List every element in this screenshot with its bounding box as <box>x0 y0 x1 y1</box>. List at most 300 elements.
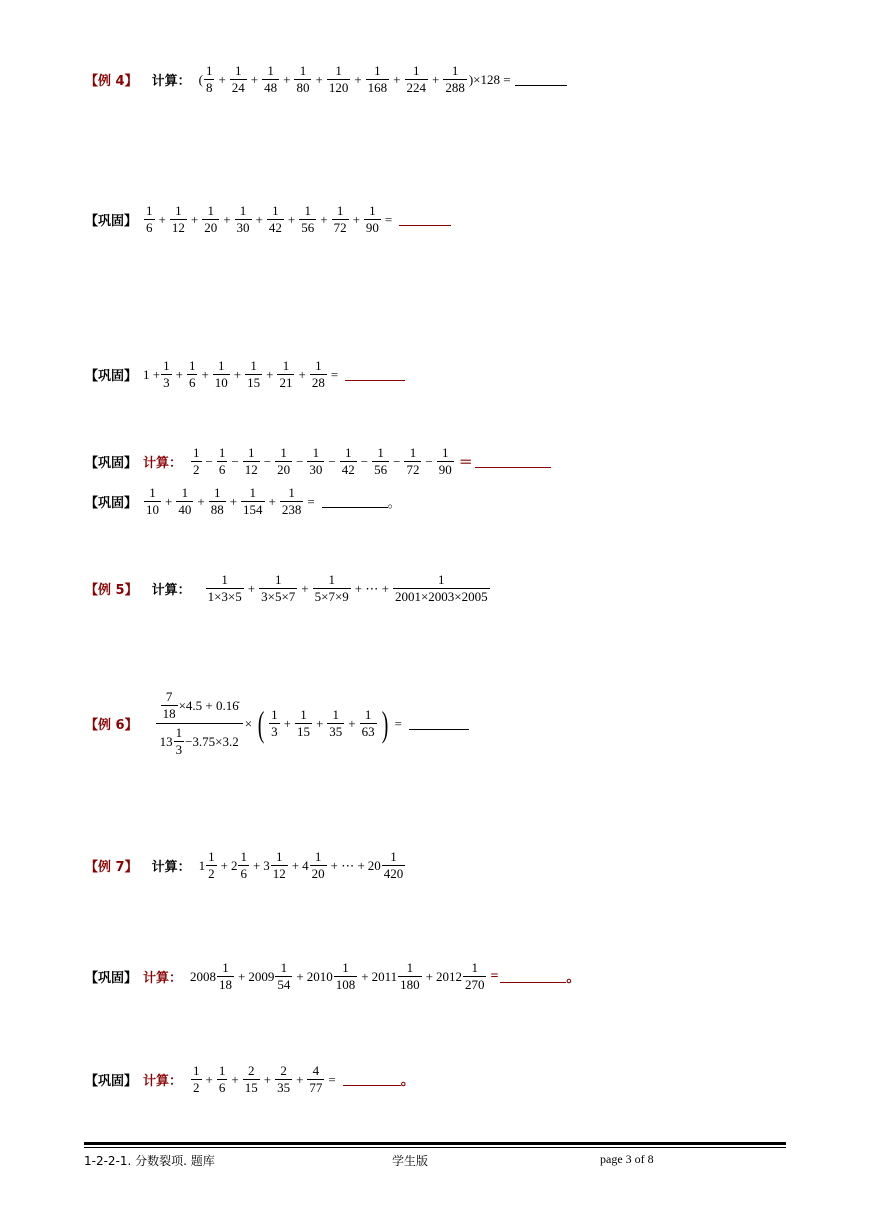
denominator: 180 <box>400 977 420 992</box>
denominator: 108 <box>335 977 356 992</box>
consolidation-tag: 【巩固】 <box>85 369 138 384</box>
numerator: 1 <box>304 203 311 218</box>
denominator: 6 <box>218 1080 226 1095</box>
numerator: 1 <box>413 63 420 78</box>
complex-fraction <box>156 690 243 757</box>
numerator: 1 <box>193 1063 200 1078</box>
numerator: 1 <box>193 445 200 460</box>
footer-center: 学生版 <box>392 1154 429 1168</box>
numerator: 1 <box>267 63 274 78</box>
fraction-sum <box>205 573 352 604</box>
ellipsis-terms: + ⋯ + <box>330 857 365 873</box>
fraction <box>463 961 487 992</box>
operator: + <box>218 71 226 87</box>
operator: + <box>255 211 263 227</box>
footer-rule-thick <box>84 1142 786 1145</box>
fraction <box>144 204 155 235</box>
example-4 <box>85 64 567 95</box>
example-5-tag: 【例 5】 <box>85 583 138 598</box>
fraction <box>245 359 262 390</box>
operator: − <box>263 453 272 469</box>
fraction <box>398 961 422 992</box>
fraction <box>372 446 389 477</box>
operator: + <box>291 857 300 873</box>
equals-sign: = <box>384 211 393 227</box>
denominator: 42 <box>268 220 282 235</box>
whole-part: 3 <box>263 857 270 873</box>
footer-rule-thin <box>84 1147 786 1148</box>
numerator: 1 <box>250 358 257 373</box>
fraction <box>299 204 316 235</box>
numerator: 1 <box>288 485 295 500</box>
consolidation-2 <box>85 359 405 390</box>
complex-numerator: $\frac{7}{18}$ ×4.5 + 0.16̇ <box>162 689 239 721</box>
operator: + <box>165 493 173 509</box>
mixed-number <box>190 961 235 992</box>
numerator: 2 <box>280 1063 287 1078</box>
mixed-number-sum <box>199 850 328 881</box>
fraction-sum <box>143 486 304 517</box>
denominator: 224 <box>406 80 426 95</box>
answer-blank[interactable] <box>409 717 469 730</box>
numerator: 1 <box>442 445 449 460</box>
equals-sign: = <box>330 366 339 382</box>
consolidation-4 <box>85 486 401 517</box>
fraction <box>217 446 228 477</box>
denominator: 28 <box>311 375 325 390</box>
numerator: 1 <box>221 572 228 587</box>
ellipsis-terms: + ⋯ + <box>354 580 389 596</box>
consolidation-tag: 【巩固】 <box>85 971 138 986</box>
numerator: 1 <box>364 707 372 722</box>
numerator: 1 <box>345 445 352 460</box>
denominator: 10 <box>214 375 228 390</box>
example-4-tag: 【例 4】 <box>85 74 138 89</box>
fraction <box>364 204 381 235</box>
denominator: 56 <box>374 462 388 477</box>
denominator: 2 <box>208 866 215 881</box>
numerator: 1 <box>271 707 278 722</box>
operator: + <box>231 1071 239 1087</box>
operator: + <box>301 580 309 596</box>
operator: + <box>220 857 228 873</box>
fraction <box>238 850 249 881</box>
denominator: 8 <box>205 80 213 95</box>
operator: + <box>320 211 328 227</box>
denominator: 77 <box>309 1080 323 1095</box>
denominator: 54 <box>277 977 291 992</box>
mixed-number <box>372 961 423 992</box>
fraction <box>259 573 297 604</box>
whole-part: 2008 <box>190 968 217 984</box>
fraction <box>209 486 226 517</box>
denominator: 270 <box>464 977 485 992</box>
denominator: 90 <box>365 220 379 235</box>
operator: − <box>205 453 213 469</box>
operator: + <box>348 715 356 731</box>
denominator: 42 <box>341 462 355 477</box>
fraction <box>437 446 454 477</box>
numerator: 1 <box>471 960 478 975</box>
operator: + <box>352 211 360 227</box>
denominator: 21 <box>279 375 293 390</box>
numerator: 1 <box>312 445 320 460</box>
equals-sign: = <box>307 493 315 509</box>
numerator: 1 <box>299 63 307 78</box>
calc-label: 计算： <box>151 583 191 598</box>
last-fraction: $\frac{1}{2001\times 2003\times 2005}$ <box>394 572 488 604</box>
numerator: 1 <box>207 203 214 218</box>
operator: + <box>223 211 231 227</box>
numerator: 1 <box>163 358 170 373</box>
operator: + <box>190 211 199 227</box>
operator: + <box>283 715 291 731</box>
denominator: 6 <box>188 375 196 390</box>
operator: + <box>315 715 324 731</box>
consolidation-tag: 【巩固】 <box>85 456 138 471</box>
denominator: 30 <box>309 462 323 477</box>
numerator: 1 <box>280 960 288 975</box>
denominator: 20 <box>311 866 325 881</box>
whole-part: 2009 <box>248 968 275 984</box>
numerator: 1 <box>240 849 247 864</box>
fraction <box>360 708 377 739</box>
fraction: $\frac{7}{18}$ <box>162 689 176 721</box>
calc-label: 计算： <box>143 456 183 471</box>
denominator: 20 <box>277 462 291 477</box>
denominator: 12 <box>171 220 185 235</box>
operator: + <box>252 857 261 873</box>
denominator: 35 <box>277 1080 291 1095</box>
mixed-number <box>231 850 250 881</box>
fraction <box>313 573 351 604</box>
denominator: 3×5×7 <box>261 589 296 604</box>
denominator: 12 <box>244 462 258 477</box>
numerator: 1 <box>406 960 414 975</box>
fraction <box>204 64 215 95</box>
operator: − <box>425 453 433 469</box>
fraction <box>327 708 344 739</box>
fraction <box>235 204 252 235</box>
fraction <box>243 1064 260 1095</box>
period: 。 <box>400 1073 415 1089</box>
fraction <box>267 204 284 235</box>
denominator: 15 <box>244 1080 258 1095</box>
numerator: 1 <box>149 485 156 500</box>
consolidation-1 <box>85 204 451 235</box>
operator: + <box>233 366 242 382</box>
fraction <box>271 850 288 881</box>
denominator: 80 <box>296 80 310 95</box>
numerator: 1 <box>369 203 376 218</box>
fraction <box>275 446 292 477</box>
whole-part: 2011 <box>371 968 398 984</box>
period: 。 <box>387 495 401 510</box>
operator: + <box>298 366 306 382</box>
calc-label: 计算： <box>143 1074 183 1089</box>
numerator: 1 <box>146 203 153 218</box>
numerator: 1 <box>342 960 349 975</box>
fraction <box>405 64 429 95</box>
mixed-number <box>199 850 218 881</box>
numerator: 1 <box>239 203 247 218</box>
operator: − <box>360 453 369 469</box>
operator: + <box>238 968 246 984</box>
fraction <box>443 64 467 95</box>
denominator: 1×3×5 <box>207 589 242 604</box>
fraction <box>191 1064 202 1095</box>
numerator: 1 <box>218 445 226 460</box>
whole-part: 2010 <box>306 968 333 984</box>
fraction-sum <box>203 64 468 95</box>
open-paren: ( <box>198 71 203 87</box>
fraction <box>217 961 234 992</box>
numerator: 1 <box>181 485 189 500</box>
numerator: 4 <box>312 1063 320 1078</box>
fraction-sum <box>143 204 382 235</box>
numerator: 1 <box>205 63 213 78</box>
denominator: 168 <box>367 80 388 95</box>
fraction <box>144 486 161 517</box>
consolidation-tag: 【巩固】 <box>85 214 138 229</box>
last-mixed-number: 20 $\frac{1}{420}$ <box>367 849 404 881</box>
numerator: 1 <box>336 203 344 218</box>
numerator: 1 <box>213 485 221 500</box>
expression-tail: )×128 = <box>468 71 511 87</box>
calc-label: 计算： <box>151 74 191 89</box>
denominator: 18 <box>219 977 233 992</box>
fraction <box>206 573 244 604</box>
operator: + <box>296 1071 304 1087</box>
fraction <box>217 1064 228 1095</box>
denominator: 15 <box>296 724 310 739</box>
fraction <box>404 446 421 477</box>
denominator: 288 <box>445 80 465 95</box>
denominator: 15 <box>247 375 261 390</box>
fraction <box>243 446 260 477</box>
fraction <box>295 708 312 739</box>
consolidation-tag: 【巩固】 <box>85 496 138 511</box>
consolidation-3 <box>85 446 551 477</box>
complex-denominator: 13 $\frac{1}{3}$ −3.75×3.2 <box>156 723 243 757</box>
operator: + <box>229 493 238 509</box>
denominator: 3 <box>271 724 278 739</box>
example-7 <box>85 850 406 881</box>
numerator: 1 <box>335 63 342 78</box>
consolidation-5 <box>85 961 580 992</box>
answer-blank[interactable] <box>515 73 567 86</box>
answer-blank[interactable] <box>343 1073 401 1086</box>
numerator: 1 <box>272 203 279 218</box>
times-sign: × <box>244 715 253 731</box>
numerator: 1 <box>300 707 307 722</box>
equals-sign: = <box>490 968 499 984</box>
fraction-sum <box>160 359 328 390</box>
leading-term: 1 + <box>143 366 161 382</box>
fraction <box>275 961 292 992</box>
fraction <box>176 486 193 517</box>
operator: + <box>266 366 274 382</box>
numerator: 1 <box>247 445 255 460</box>
operator: + <box>393 71 401 87</box>
denominator: 56 <box>301 220 315 235</box>
fraction <box>187 359 198 390</box>
fraction <box>327 64 351 95</box>
fraction <box>332 204 349 235</box>
numerator: 1 <box>377 445 384 460</box>
answer-blank[interactable] <box>345 368 405 381</box>
answer-blank[interactable] <box>399 213 451 226</box>
footer-right: page 3 of 8 <box>600 1152 654 1166</box>
denominator: 48 <box>264 80 278 95</box>
fraction <box>170 204 187 235</box>
operator: + <box>296 968 304 984</box>
operator: + <box>315 71 323 87</box>
denominator: 2 <box>193 462 200 477</box>
operator: + <box>425 968 433 984</box>
numerator: 1 <box>249 485 257 500</box>
operator: − <box>393 453 401 469</box>
fraction <box>366 64 390 95</box>
denominator: 6 <box>146 220 153 235</box>
denominator: 72 <box>333 220 347 235</box>
fraction <box>275 1064 292 1095</box>
operator: + <box>205 1071 213 1087</box>
operator: + <box>263 1071 272 1087</box>
calc-label: 计算： <box>143 971 183 986</box>
denominator: 88 <box>210 502 224 517</box>
answer-blank[interactable] <box>500 970 566 983</box>
left-paren: ( <box>257 703 265 744</box>
fraction <box>191 446 202 477</box>
fraction <box>202 204 219 235</box>
period: 。 <box>566 970 581 986</box>
equals-sign: ＝ <box>458 455 473 471</box>
fraction <box>310 359 327 390</box>
fraction <box>206 850 217 881</box>
denominator: 5×7×9 <box>314 589 349 604</box>
equals-sign: = <box>394 715 402 731</box>
fraction <box>269 708 280 739</box>
example-5 <box>85 573 491 604</box>
equals-sign: = <box>328 1071 336 1087</box>
numerator: 1 <box>328 572 335 587</box>
denominator: 120 <box>328 80 349 95</box>
numerator: 1 <box>208 849 215 864</box>
fraction <box>161 359 172 390</box>
numerator: 1 <box>188 358 196 373</box>
denominator: 20 <box>204 220 218 235</box>
whole-part: 4 <box>302 857 309 873</box>
operator: + <box>432 71 440 87</box>
mixed-number <box>263 850 289 881</box>
numerator: 1 <box>409 445 417 460</box>
numerator: 1 <box>218 1063 226 1078</box>
mixed-number <box>248 961 293 992</box>
numerator: 1 <box>315 358 322 373</box>
operator: + <box>250 71 259 87</box>
fraction <box>262 64 279 95</box>
denominator: 24 <box>231 80 245 95</box>
numerator: 1 <box>175 203 182 218</box>
fraction <box>310 850 327 881</box>
operator: + <box>283 71 291 87</box>
answer-blank[interactable] <box>322 495 388 508</box>
mixed-number-sum <box>190 961 487 992</box>
denominator: 2 <box>193 1080 200 1095</box>
denominator: 72 <box>406 462 420 477</box>
numerator: 1 <box>280 445 287 460</box>
denominator: 3 <box>163 375 170 390</box>
example-6-tag: 【例 6】 <box>85 718 138 733</box>
numerator: 1 <box>451 63 459 78</box>
denominator: 12 <box>272 866 286 881</box>
numerator: 1 <box>314 849 322 864</box>
fraction <box>340 446 357 477</box>
operator: + <box>354 71 362 87</box>
answer-blank[interactable] <box>475 455 551 468</box>
whole-part: 2 <box>230 857 238 873</box>
fraction <box>334 961 358 992</box>
numerator: 2 <box>247 1063 255 1078</box>
consolidation-6 <box>85 1064 415 1095</box>
fraction <box>280 486 304 517</box>
operator: + <box>197 493 205 509</box>
numerator: 1 <box>282 358 290 373</box>
fraction <box>230 64 247 95</box>
fraction <box>213 359 230 390</box>
operator: + <box>158 211 166 227</box>
denominator: 154 <box>243 502 263 517</box>
numerator: 1 <box>222 960 229 975</box>
operator: + <box>175 366 183 382</box>
consolidation-tag: 【巩固】 <box>85 1074 138 1089</box>
denominator: 238 <box>281 502 302 517</box>
fraction-difference <box>190 446 455 477</box>
calc-label: 计算： <box>151 860 191 875</box>
fraction-sum <box>268 708 378 739</box>
numerator: 1 <box>276 849 283 864</box>
fraction: $\frac{1}{3}$ <box>175 725 183 757</box>
mixed-number <box>302 850 328 881</box>
operator: + <box>287 211 296 227</box>
numerator: 1 <box>374 63 381 78</box>
numerator: 1 <box>235 63 242 78</box>
mixed-number <box>436 961 488 992</box>
denominator: 40 <box>178 502 192 517</box>
operator: − <box>296 453 304 469</box>
operator: + <box>268 493 276 509</box>
denominator: 35 <box>329 724 343 739</box>
operator: − <box>231 453 239 469</box>
example-7-tag: 【例 7】 <box>85 860 138 875</box>
numerator: 1 <box>218 358 225 373</box>
fraction <box>241 486 265 517</box>
right-paren: ) <box>381 703 388 744</box>
denominator: 90 <box>438 462 452 477</box>
operator: − <box>328 453 336 469</box>
fraction <box>307 1064 324 1095</box>
fraction-sum <box>190 1064 325 1095</box>
fraction <box>307 446 324 477</box>
whole-part: 1 <box>198 857 206 873</box>
denominator: 63 <box>361 724 375 739</box>
numerator: 1 <box>332 707 340 722</box>
numerator: 1 <box>274 572 282 587</box>
operator: + <box>361 968 369 984</box>
operator: + <box>201 366 209 382</box>
operator: + <box>247 580 256 596</box>
